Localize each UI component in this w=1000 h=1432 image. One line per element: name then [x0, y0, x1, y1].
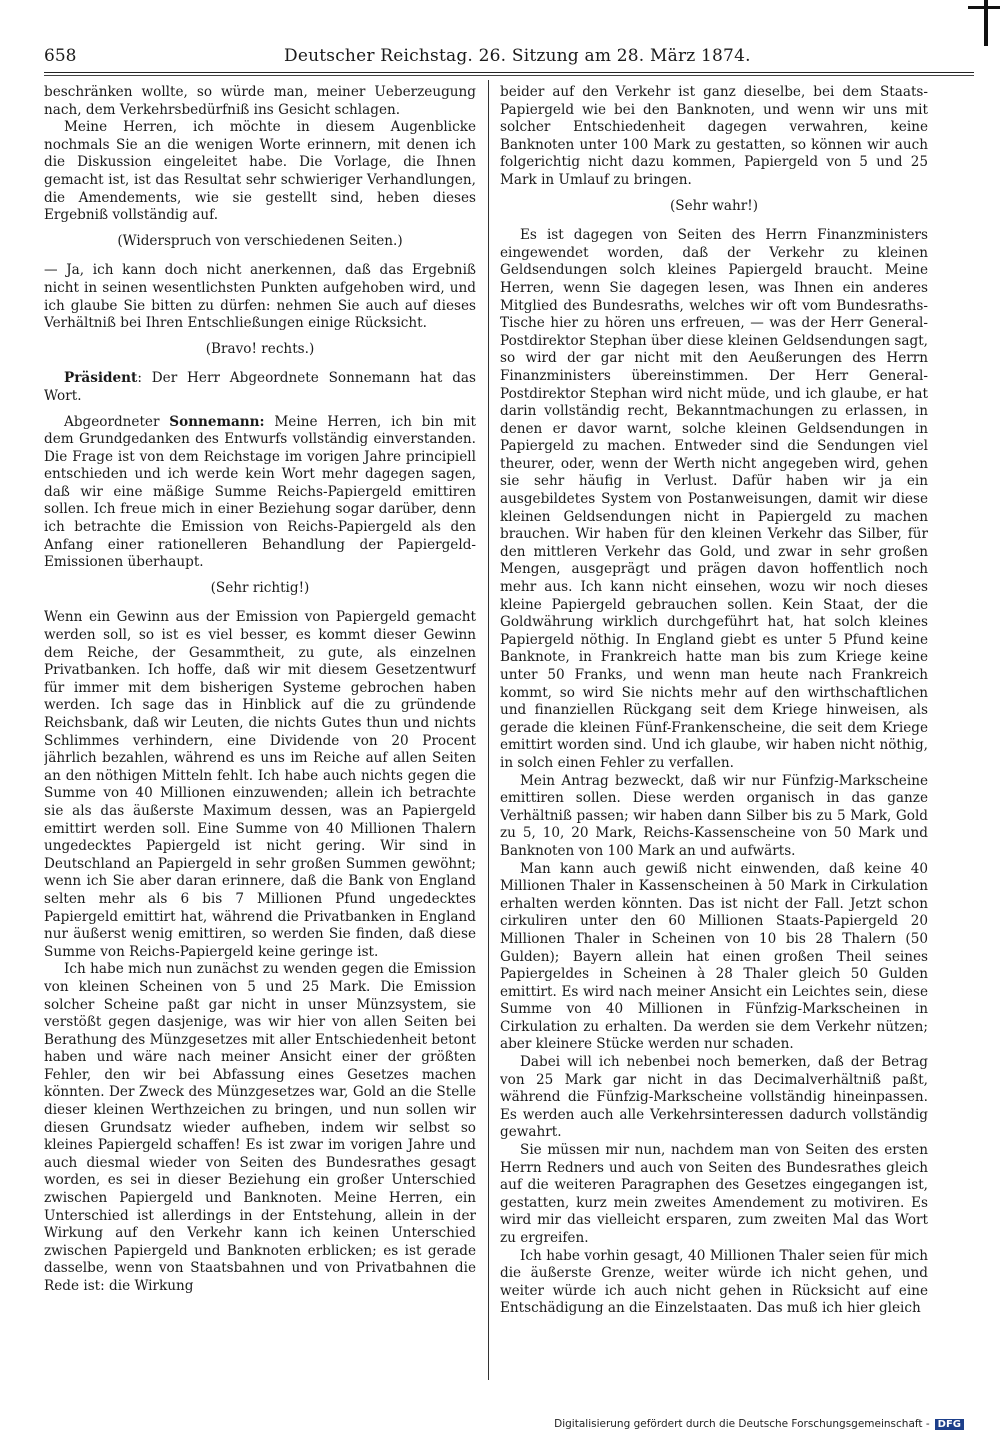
body-paragraph: Dabei will ich nebenbei noch bemerken, daß der Betrag von 25 Mark gar nicht in das Decimalverhältniß paßt, während die Fünfzig-Markscheine vollständig hineinpassen. Es werden auch alle Verkehrsinteressen dadurch vollständig gewahrt.	[500, 1054, 928, 1141]
right-column	[500, 84, 928, 1384]
running-head: Deutscher Reichstag. 26. Sitzung am 28. März 1874.	[284, 46, 751, 66]
speaker-name: Präsident	[64, 370, 138, 387]
body-paragraph: Man kann auch gewiß nicht einwenden, daß keine 40 Millionen Thaler in Kassenscheinen à 50 Mark in Cirkulation erhalten werden könnten. Das ist nicht der Fall. Jetzt schon cirkuliren unter den 60 Millionen Staats-Papiergeld 20 Millionen Thaler in Scheinen von 10 bis 28 Thalern (50 Gulden); Bayern allein hat einen großen Theil seines Papiergeldes in Scheinen à 28 Thaler gleich 50 Gulden emittirt. Es wird nach meiner Ansicht ein Leichtes sein, diese Summe von 40 Millionen in Fünfzig-Markscheinen in Cirkulation zu erhalten. Da werden sie dem Verkehr nützen; aber kleinere Stücke werden nur schaden.	[500, 860, 928, 1053]
speaker-prefix: Abgeordneter	[64, 413, 170, 430]
footer-credit	[554, 1418, 964, 1430]
left-column	[44, 84, 476, 1384]
speech-text: Meine Herren, ich bin mit dem Grundgedanken des Entwurfs vollständig einverstanden. Die Frage ist von dem Reichstage im vorigen Jahre principiell entschieden und ich werde kein Wort mehr dagegen sagen, daß wir eine mäßige Summe Reichs-Papiergeld emittiren sollen. Ich freue mich in einer Beziehung sogar darüber, denn ich betrachte die Emission von Reichs-Papiergeld als den Anfang einer rationelleren Behandlung der Papiergeld-Emissionen überhaupt.	[44, 413, 476, 571]
interjection: (Sehr richtig!)	[210, 579, 310, 596]
interjection: (Sehr wahr!)	[670, 197, 758, 214]
body-paragraph: Ich habe mich nun zunächst zu wenden gegen die Emission von kleinen Scheinen von 5 und 25 Mark. Die Emission solcher Scheine paßt gar nicht in unser Münzsystem, sie verstößt gegen dasjenige, was wir hier von allen Seiten bei Berathung des Münzgesetzes mit aller Entschiedenheit betont haben und wäre nach meiner Ansicht einer der größten Fehler, den wir bei Abfassung eines Gesetzes machen könnten. Der Zweck des Münzgesetzes war, Gold an die Stelle dieser kleinen Werthzeichen zu bringen, und nun sollen wir diesen Grundsatz wieder aufheben, indem wir selbst so kleines Papiergeld schaffen! Es ist zwar im vorigen Jahre und auch diesmal wieder von Seiten des Bundesrathes gesagt worden, es sei in dieser Beziehung ein großer Unterschied zwischen Papiergeld und Banknoten. Meine Herren, ein Unterschied ist allerdings in der Entstehung, allein in der Wirkung auf den Verkehr kann ich keinen Unterschied zwischen Papiergeld und Banknoten erblicken; es ist gerade dasselbe, wenn von Staatsbahnen und von Privatbahnen die Rede ist: die Wirkung	[44, 961, 476, 1294]
column-divider	[488, 80, 489, 1380]
body-paragraph: beider auf den Verkehr ist ganz dieselbe, bei dem Staats-Papiergeld wie bei den Banknoten, und wenn wir uns mit solcher Entschiedenheit dagegen verwahren, keine Banknoten unter 100 Mark zu gestatten, so können wir auch folgerichtig nicht dazu kommen, Papiergeld von 5 und 25 Mark in Umlauf zu bringen.	[500, 84, 928, 188]
speaker-paragraph	[44, 414, 476, 572]
body-paragraph: beschränken wollte, so würde man, meiner Ueberzeugung nach, dem Verkehrsbedürfniß ins Gesicht schlagen.	[44, 84, 476, 118]
body-paragraph: Wenn ein Gewinn aus der Emission von Papiergeld gemacht werden soll, so ist es viel besser, es kommt dieser Gewinn dem Reiche, der Gesammtheit, zu gute, als einzelnen Privatbanken. Ich hoffe, daß wir mit diesem Gesetzentwurf für immer mit dem bisherigen Systeme gebrochen haben werden. Ich sage das in Hinblick auf die zu gründende Reichsbank, daß wir Leuten, die nichts Gutes thun und nichts Schlimmes verhindern, eine Dividende von 20 Procent jährlich bezahlen, während es uns im Reiche auf allen Seiten an den nöthigen Mitteln fehlt. Ich habe auch nichts gegen die Summe von 40 Millionen einzuwenden; allein ich betrachte sie als das äußerste Maximum dessen, was an Papiergeld emittirt werden soll. Eine Summe von 40 Millionen Thalern ungedecktes Papiergeld ist nicht gering. Wir sind in Deutschland an Papiergeld in sehr großen Summen gewöhnt; wenn ich Sie aber daran erinnere, daß die Bank von England selten mehr als 6 bis 7 Millionen Pfund ungedecktes Papiergeld emittirt hat, während die Privatbanken in England nur äußerst wenig emittiren, so werden Sie finden, daß diese Summe von Reichs-Papiergeld keine geringe ist.	[44, 609, 476, 960]
dfg-logo: DFG	[935, 1419, 964, 1430]
body-paragraph: Sie müssen mir nun, nachdem man von Seiten des ersten Herrn Redners und auch von Seiten des Bundesrathes gleich auf die weiteren Paragraphen des Gesetzes eingegangen ist, gestatten, kurz mein zweites Amendement zu motiviren. Es wird mir das vielleicht ersparen, zum zweiten Mal das Wort zu ergreifen.	[500, 1142, 928, 1246]
speech-text: : Der Herr Abgeordnete Sonnemann hat das Wort.	[44, 370, 476, 404]
page-header	[44, 44, 974, 72]
body-paragraph: Es ist dagegen von Seiten des Herrn Finanzministers eingewendet worden, daß der Verkehr zu kleinen Geldsendungen solch kleines Papiergeld braucht. Meine Herren, wenn Sie dagegen lesen, was Ihnen ein anderes Mitglied des Bundesraths, welches wir oft vom Bundesraths-Tische hier zu hören uns erfreuen, — was der Herr General-Postdirektor Stephan über diese kleinen Geldsendungen sagt, so wird der gar nicht mit den Aeußerungen des Herrn Finanzministers übereinstimmen. Der Herr General-Postdirektor Stephan wird nicht müde, und ich glaube, er hat darin vollständig recht, Bekanntmachungen zu erlassen, in denen er davor warnt, solche kleinen Geldsendungen in Papiergeld zu machen. Entweder sind die Sendungen viel theurer, oder, wenn der Werth nicht angegeben wird, gehen sie sehr häufig in Verlust. Dafür haben wir ja ein ausgebildetes System von Postanweisungen, damit wir diese kleinen Geldsendungen nicht in Papiergeld zu machen brauchen. Wir haben für den kleinen Verkehr das Silber, für den mittleren Verkehr das Gold, und zwar in sehr großen Mengen, ausgeprägt und prägen davon hoffentlich noch mehr aus. Ich kann nicht einsehen, wozu wir noch dieses kleine Papiergeld gebrauchen sollen. Kein Staat, der die Goldwährung wirklich durchgeführt hat, hat solch kleines Papiergeld nöthig. In England giebt es unter 5 Pfund keine Banknote, in Frankreich hatte man bis zum Kriege keine unter 50 Franks, und wenn man heute nach Frankreich kommt, so wird Sie nichts mehr auf den wirthschaftlichen und finanziellen Rückgang seit dem Kriege hinweisen, als gerade die kleinen Fünf-Frankenscheine, die seit dem Kriege emittirt worden sind. Und ich glaube, wir haben nicht nöthig, in solch einen Fehler zu verfallen.	[500, 227, 928, 771]
page-number: 658	[44, 46, 77, 66]
body-paragraph: Ich habe vorhin gesagt, 40 Millionen Thaler seien für mich die äußerste Grenze, weiter würde ich nicht gehen, und weiter würde ich auch nicht gehen in Rücksicht auf eine Entschädigung an die Einzelstaaten. Das muß ich hier gleich	[500, 1247, 928, 1317]
body-paragraph: — Ja, ich kann doch nicht anerkennen, daß das Ergebniß nicht in seinen wesentlichsten Punkten aufgehoben wird, und ich glaube Sie bitten zu dürfen: nehmen Sie auch auf dieses Verhältniß bei Ihren Entschließungen einige Rücksicht.	[44, 262, 476, 332]
header-rule-thin	[44, 75, 974, 76]
body-paragraph: Mein Antrag bezweckt, daß wir nur Fünfzig-Markscheine emittiren sollen. Diese werden organisch in das ganze Verhältniß passen; wir haben dann Silber bis zu 5 Mark, Gold zu 5, 10, 20 Mark, Reichs-Kassenscheine von 50 Mark und Banknoten von 100 Mark an und aufwärts.	[500, 772, 928, 859]
interjection: (Bravo! rechts.)	[205, 340, 315, 357]
speaker-paragraph	[44, 370, 476, 405]
speaker-name: Sonnemann:	[169, 413, 265, 430]
footer-credit-text: Digitalisierung gefördert durch die Deutsche Forschungsgemeinschaft -	[554, 1418, 930, 1430]
header-rule	[44, 72, 974, 73]
body-paragraph: Meine Herren, ich möchte in diesem Augenblicke nochmals Sie an die wenigen Worte erinnern, mit denen ich die Diskussion eingeleitet habe. Die Vorlage, die Ihnen gemacht ist, ist das Resultat sehr schwieriger Verhandlungen, die Amendements, wie sie gestellt sind, heben dieses Ergebniß vollständig auf.	[44, 119, 476, 224]
interjection: (Widerspruch von verschiedenen Seiten.)	[117, 232, 403, 249]
